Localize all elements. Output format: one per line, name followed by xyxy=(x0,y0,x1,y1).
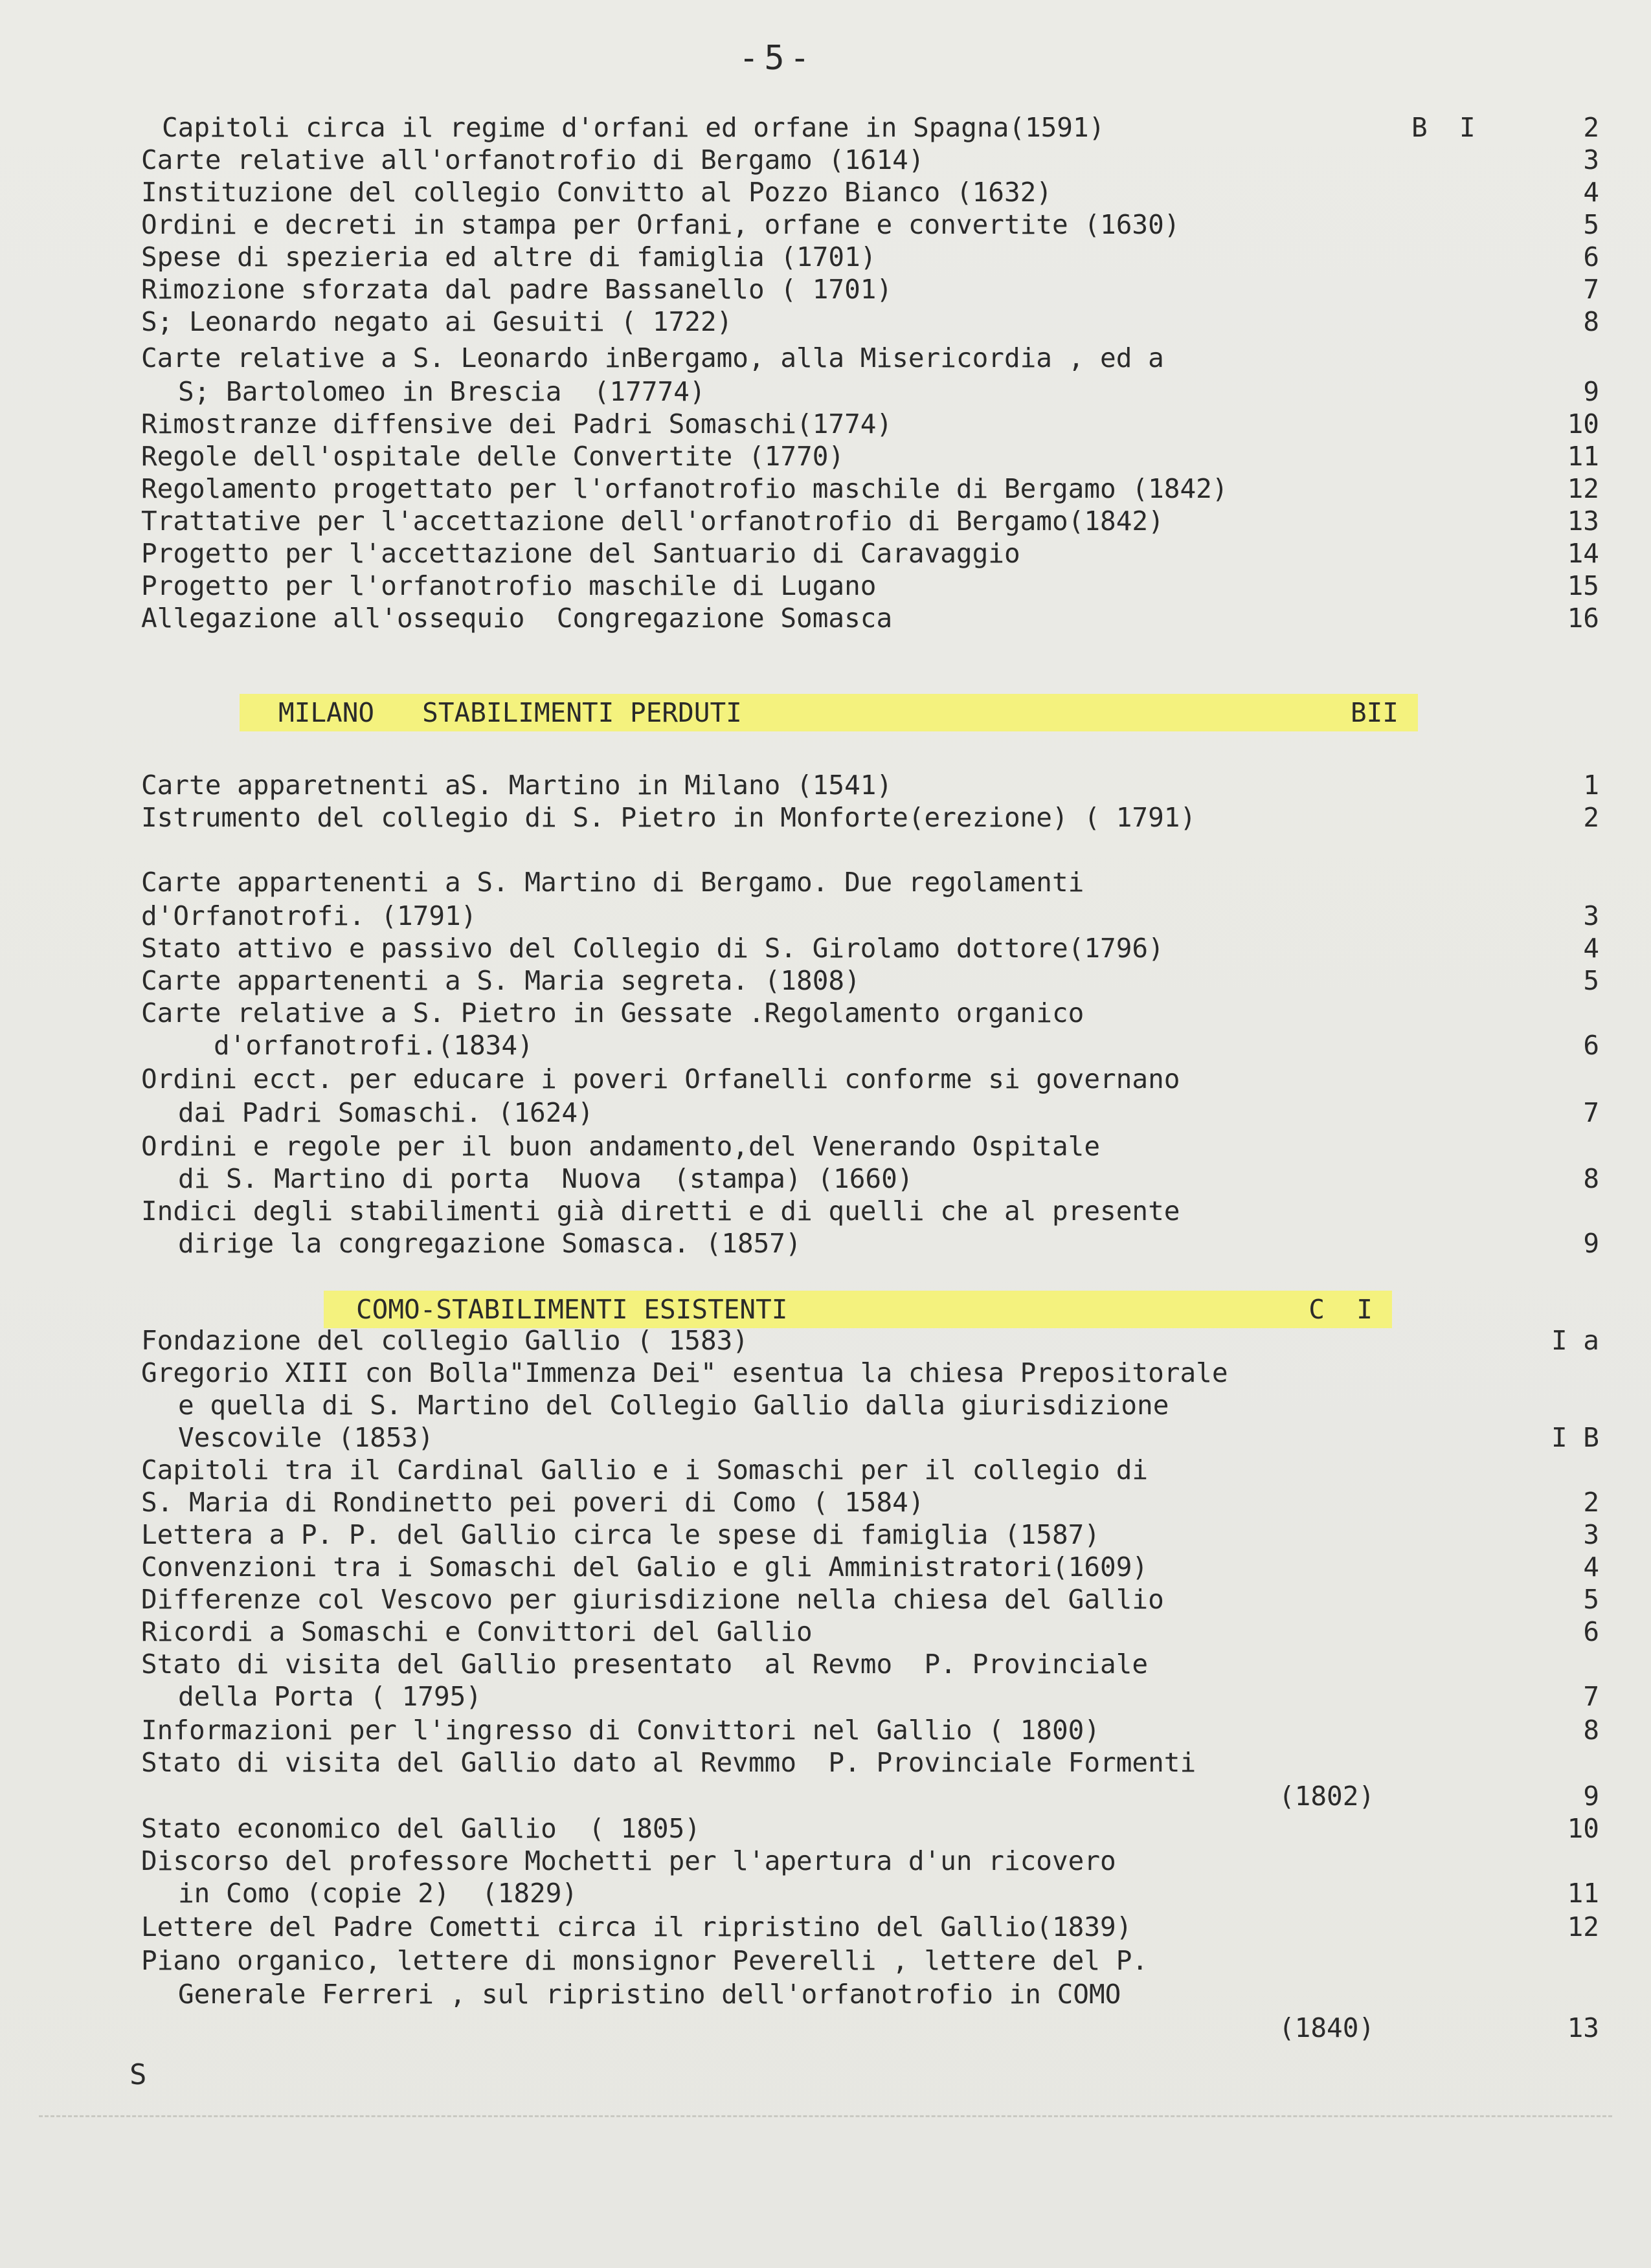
entry-number: 6 xyxy=(1583,1030,1599,1061)
list-item xyxy=(0,570,1599,602)
list-item xyxy=(0,997,1599,1029)
section-heading-milano xyxy=(240,694,1418,731)
list-item xyxy=(0,1746,1599,1779)
entry-text: Ordini e decreti in stampa per Orfani, orfane e convertite (1630) xyxy=(141,209,1180,240)
heading-title: MILANO STABILIMENTI PERDUTI xyxy=(278,697,742,728)
footer-mark: S xyxy=(129,2058,147,2091)
entry-text: Generale Ferreri , sul ripristino dell'orfanotrofio in COMO xyxy=(178,1979,1121,2010)
heading-title: COMO-STABILIMENTI ESISTENTI xyxy=(356,1294,788,1325)
entry-number: 4 xyxy=(1583,933,1599,964)
entry-number: 13 xyxy=(1567,506,1599,537)
list-item xyxy=(0,801,1599,834)
entry-text: Rimostranze diffensive dei Padri Somaschi(1774) xyxy=(141,408,893,439)
heading-code: BII xyxy=(1350,697,1398,728)
entry-text: Indici degli stabilimenti già diretti e di quelli che al presente xyxy=(141,1195,1180,1227)
entry-text: Piano organico, lettere di monsignor Peverelli , lettere del P. xyxy=(141,1945,1149,1976)
list-item xyxy=(0,408,1599,440)
list-item xyxy=(0,1421,1599,1454)
entry-number: 8 xyxy=(1583,306,1599,337)
list-item xyxy=(0,1845,1599,1877)
entry-text: Progetto per l'accettazione del Santuario di Caravaggio xyxy=(141,538,1020,569)
entry-text: Rimozione sforzata dal padre Bassanello ( 1701) xyxy=(141,274,893,305)
entry-text: Carte apparetnenti aS. Martino in Milano (1541) xyxy=(141,770,893,801)
entry-text: Stato di visita del Gallio presentato al Revmo P. Provinciale xyxy=(141,1649,1149,1680)
entry-text: della Porta ( 1795) xyxy=(178,1681,482,1712)
entry-number: 12 xyxy=(1567,473,1599,504)
entry-number: 11 xyxy=(1567,1878,1599,1909)
list-item xyxy=(0,1029,1599,1062)
entry-text: Vescovile (1853) xyxy=(178,1422,434,1453)
list-item xyxy=(0,273,1599,306)
entry-text: Differenze col Vescovo per giurisdizione nella chiesa del Gallio xyxy=(141,1584,1164,1615)
list-item xyxy=(0,1978,1599,2010)
entry-number: 9 xyxy=(1583,1228,1599,1259)
entry-text: Trattative per l'accettazione dell'orfanotrofio di Bergamo(1842) xyxy=(141,506,1164,537)
entry-text: (1840) xyxy=(1279,2012,1375,2043)
list-item xyxy=(0,1780,1599,1812)
list-item xyxy=(0,375,1599,408)
archive-code: B I xyxy=(1411,112,1476,143)
entry-number: 5 xyxy=(1583,209,1599,240)
entry-text: Lettera a P. P. del Gallio circa le spese di famiglia (1587) xyxy=(141,1519,1101,1550)
page-fold-divider xyxy=(39,2115,1612,2117)
list-item xyxy=(0,1227,1599,1260)
entry-number: 5 xyxy=(1583,965,1599,996)
entry-text: dai Padri Somaschi. (1624) xyxy=(178,1097,594,1128)
list-item xyxy=(0,472,1599,505)
list-item xyxy=(0,1486,1599,1518)
list-item xyxy=(0,176,1599,208)
list-item xyxy=(0,1648,1599,1680)
entry-text: S; Leonardo negato ai Gesuiti ( 1722) xyxy=(141,306,733,337)
entry-text: in Como (copie 2) (1829) xyxy=(178,1878,578,1909)
entry-text: Discorso del professore Mochetti per l'apertura d'un ricovero xyxy=(141,1845,1116,1876)
list-item xyxy=(0,241,1599,273)
entry-number: 9 xyxy=(1583,376,1599,407)
entry-text: Ricordi a Somaschi e Convittori del Gallio xyxy=(141,1616,813,1647)
entry-number: 2 xyxy=(1583,112,1599,143)
entry-text: Allegazione all'ossequio Congregazione Somasca xyxy=(141,603,893,634)
entry-text: Regole dell'ospitale delle Convertite (1770) xyxy=(141,441,845,472)
list-item xyxy=(0,1911,1599,1943)
entry-number: 9 xyxy=(1583,1781,1599,1812)
entry-text: S. Maria di Rondinetto pei poveri di Como ( 1584) xyxy=(141,1487,925,1518)
list-item xyxy=(0,1162,1599,1195)
list-item xyxy=(0,1877,1599,1909)
entry-number: 6 xyxy=(1583,241,1599,272)
list-item xyxy=(0,1096,1599,1129)
entry-text: Capitoli tra il Cardinal Gallio e i Somaschi per il collegio di xyxy=(141,1454,1149,1485)
entry-text: Istrumento del collegio di S. Pietro in Monforte(erezione) ( 1791) xyxy=(141,802,1196,833)
entry-text: Carte relative a S. Pietro in Gessate .Regolamento organico xyxy=(141,997,1084,1028)
entry-number: 7 xyxy=(1583,1681,1599,1712)
entry-number: 1 xyxy=(1583,770,1599,801)
entry-text: S; Bartolomeo in Brescia (17774) xyxy=(178,376,706,407)
entry-number: 8 xyxy=(1583,1715,1599,1746)
section-heading-como xyxy=(324,1291,1392,1328)
list-item xyxy=(0,1518,1599,1551)
entry-number: 10 xyxy=(1567,408,1599,439)
list-item xyxy=(0,537,1599,570)
entry-text: Stato di visita del Gallio dato al Revmmo P. Provinciale Formenti xyxy=(141,1747,1196,1778)
list-item xyxy=(0,1357,1599,1389)
list-item xyxy=(0,440,1599,472)
list-item xyxy=(0,1063,1599,1095)
list-item xyxy=(0,1389,1599,1421)
list-item xyxy=(0,1130,1599,1162)
entry-number: 14 xyxy=(1567,538,1599,569)
list-item xyxy=(0,505,1599,537)
entry-text: e quella di S. Martino del Collegio Gallio dalla giurisdizione xyxy=(178,1390,1169,1421)
entry-text: Convenzioni tra i Somaschi del Galio e gli Amministratori(1609) xyxy=(141,1551,1149,1583)
entry-text: Ordini ecct. per educare i poveri Orfanelli conforme si governano xyxy=(141,1063,1180,1095)
entry-text: Lettere del Padre Cometti circa il ripristino del Gallio(1839) xyxy=(141,1911,1132,1942)
heading-code: C I xyxy=(1308,1294,1373,1325)
list-item xyxy=(0,1714,1599,1746)
list-item xyxy=(0,1583,1599,1616)
entry-number: 3 xyxy=(1583,900,1599,931)
entry-number: I a xyxy=(1551,1325,1599,1356)
entry-text: Carte relative a S. Leonardo inBergamo, alla Misericordia , ed a xyxy=(141,342,1164,373)
list-item xyxy=(0,1616,1599,1648)
entry-text: dirige la congregazione Somasca. (1857) xyxy=(178,1228,802,1259)
entry-number: 4 xyxy=(1583,177,1599,208)
entry-number: I B xyxy=(1551,1422,1599,1453)
entry-text: Carte relative all'orfanotrofio di Bergamo (1614) xyxy=(141,144,925,175)
entry-number: 2 xyxy=(1583,1487,1599,1518)
list-item xyxy=(0,1551,1599,1583)
entry-number: 16 xyxy=(1567,603,1599,634)
entry-text: Carte appartenenti a S. Martino di Bergamo. Due regolamenti xyxy=(141,867,1084,898)
entry-text: Capitoli circa il regime d'orfani ed orfane in Spagna(1591) xyxy=(162,112,1105,143)
entry-number: 5 xyxy=(1583,1584,1599,1615)
entry-text: Progetto per l'orfanotrofio maschile di Lugano xyxy=(141,570,877,601)
list-item xyxy=(0,144,1599,176)
entry-number: 11 xyxy=(1567,441,1599,472)
list-item xyxy=(0,2012,1599,2044)
entry-text: Instituzione del collegio Convitto al Pozzo Bianco (1632) xyxy=(141,177,1052,208)
list-item xyxy=(0,932,1599,964)
list-item xyxy=(0,1812,1599,1845)
entry-text: di S. Martino di porta Nuova (stampa) (1660) xyxy=(178,1163,914,1194)
entry-number: 15 xyxy=(1567,570,1599,601)
entry-number: 8 xyxy=(1583,1163,1599,1194)
entry-text: Informazioni per l'ingresso di Convittori nel Gallio ( 1800) xyxy=(141,1715,1101,1746)
list-item xyxy=(0,306,1599,338)
entry-text: Regolamento progettato per l'orfanotrofio maschile di Bergamo (1842) xyxy=(141,473,1228,504)
list-item xyxy=(0,1454,1599,1486)
entry-text: (1802) xyxy=(1279,1781,1375,1812)
list-item xyxy=(0,342,1599,374)
entry-text: Stato economico del Gallio ( 1805) xyxy=(141,1813,701,1844)
entry-number: 7 xyxy=(1583,274,1599,305)
list-item xyxy=(0,602,1599,634)
entry-number: 4 xyxy=(1583,1551,1599,1583)
entry-number: 3 xyxy=(1583,1519,1599,1550)
entry-number: 2 xyxy=(1583,802,1599,833)
list-item xyxy=(0,208,1599,241)
page-number: -5- xyxy=(739,39,815,78)
list-item xyxy=(0,111,1599,144)
entry-text: d'Orfanotrofi. (1791) xyxy=(141,900,477,931)
entry-number: 6 xyxy=(1583,1616,1599,1647)
entry-text: Gregorio XIII con Bolla"Immenza Dei" esentua la chiesa Prepositorale xyxy=(141,1357,1228,1388)
list-item xyxy=(0,964,1599,997)
list-item xyxy=(0,866,1599,898)
entry-text: Fondazione del collegio Gallio ( 1583) xyxy=(141,1325,748,1356)
entry-text: Spese di spezieria ed altre di famiglia (1701) xyxy=(141,241,877,272)
list-item xyxy=(0,1324,1599,1357)
list-item xyxy=(0,769,1599,801)
entry-number: 12 xyxy=(1567,1911,1599,1942)
entry-number: 10 xyxy=(1567,1813,1599,1844)
list-item xyxy=(0,1680,1599,1713)
list-item xyxy=(0,1944,1599,1977)
entry-number: 7 xyxy=(1583,1097,1599,1128)
entry-number: 13 xyxy=(1567,2012,1599,2043)
entry-number: 3 xyxy=(1583,144,1599,175)
entry-text: Carte appartenenti a S. Maria segreta. (1808) xyxy=(141,965,860,996)
entry-text: Ordini e regole per il buon andamento,del Venerando Ospitale xyxy=(141,1131,1101,1162)
entry-text: d'orfanotrofi.(1834) xyxy=(214,1030,533,1061)
list-item xyxy=(0,1195,1599,1227)
entry-text: Stato attivo e passivo del Collegio di S. Girolamo dottore(1796) xyxy=(141,933,1164,964)
list-item xyxy=(0,900,1599,932)
